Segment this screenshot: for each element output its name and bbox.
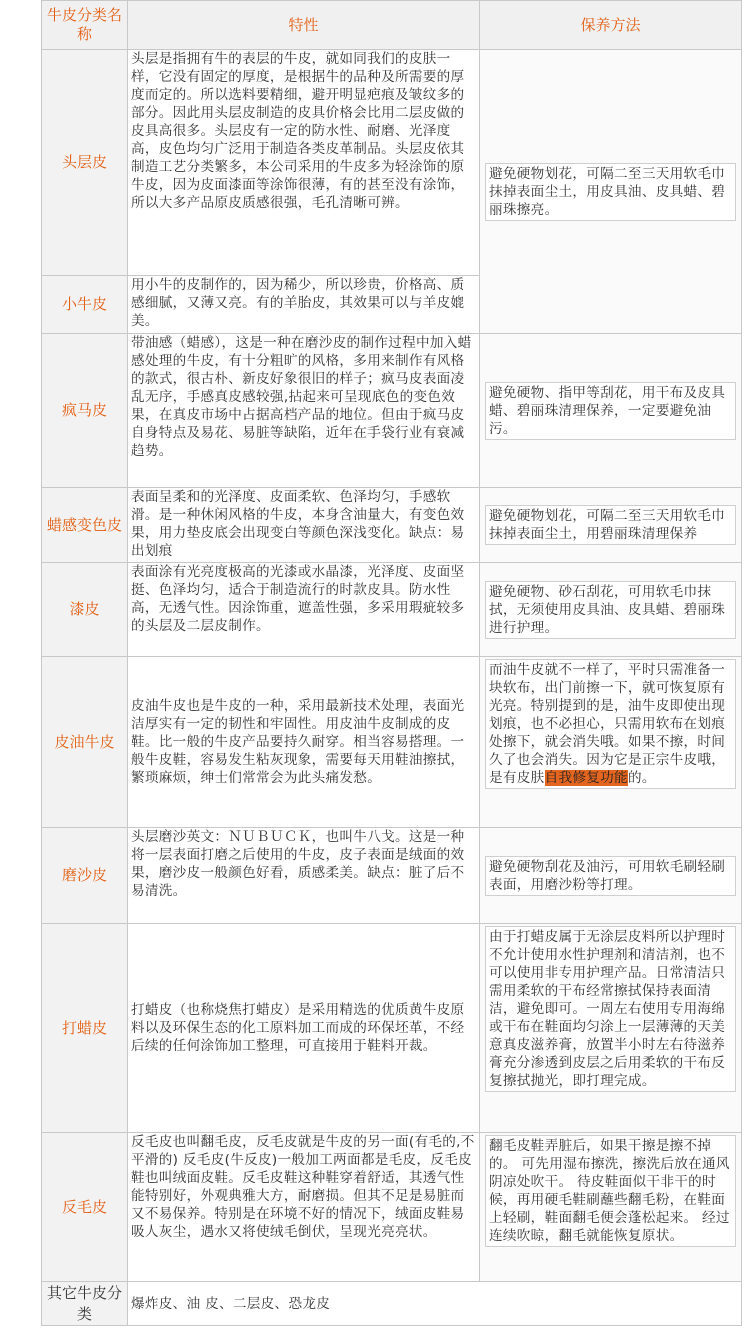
row-feature: 打蜡皮（也称烧焦打蜡皮）是采用精选的优质黄牛皮原料以及环保生态的化工原料加工而成的环保坯革，不经后续的任何涂饰加工整理，可直接用于鞋料开裁。 <box>128 924 480 1133</box>
row-name: 漆皮 <box>42 563 128 657</box>
table-row <box>42 563 742 657</box>
care-box: 避免硬物划花，可隔二至三天用软毛巾抹掉表面尘土，用碧丽珠清理保养 <box>485 505 736 545</box>
row-feature: 头层是指拥有牛的表层的牛皮，就如同我们的皮肤一样，它没有固定的厚度，是根据牛的品种及所需要的厚度而定的。所以选料要精细，避开明显疤痕及皱纹多的部分。因此用头层皮制造的皮具价格会比用二层皮做的皮具高很多。头层皮有一定的防水性、耐磨、光泽度高，皮色均匀广泛用于制造各类皮革制品。头层皮依其制造工艺分类繁多，本公司采用的牛皮多为轻涂饰的原牛皮，因为皮面漆面等涂饰很薄，有的甚至没有涂饰，所以大多产品原皮质感很强，毛孔清晰可辨。 <box>128 50 480 276</box>
care-box: 避免硬物、砂石刮花，可用软毛巾抹拭，无须使用皮具油、皮具蜡、碧丽珠进行护理。 <box>485 581 736 639</box>
row-care <box>480 563 742 657</box>
row-feature: 表面涂有光亮度极高的光漆或水晶漆，光泽度、皮面坚挺、色泽均匀，适合于制造流行的时款皮具。防水性高，无透气性。因涂饰重，遮盖性强，多采用瑕疵较多的头层及二层皮制作。 <box>128 563 480 657</box>
table-row <box>42 50 742 276</box>
row-name: 小牛皮 <box>42 276 128 334</box>
care-box: 翻毛皮鞋弄脏后，如果干擦是擦不掉的。 可先用湿布擦洗，擦洗后放在通风阴凉处吹干。 待皮鞋面似干非干的时候，再用硬毛鞋刷蘸些翻毛粉，在鞋面上轻刷，鞋面翻毛便会蓬松起来。 经过连续吹晾，翻毛就能恢复原状。 <box>485 1135 736 1247</box>
table-row <box>42 334 742 488</box>
other-text: 爆炸皮、油 皮、二层皮、恐龙皮 <box>128 1282 742 1326</box>
row-care <box>480 334 742 488</box>
care-box: 由于打蜡皮属于无涂层皮料所以护理时不允计使用水性护理剂和清洁剂，也不可以使用非专用护理产品。日常清洁只需用柔软的干布经常擦拭保持表面清洁，避免即可。一周左右使用专用海绵或干布在鞋面均匀涂上一层薄薄的天美意真皮滋养膏，放置半小时左右待滋养膏充分渗透到皮层之后用柔软的干布反复擦拭抛光，即打理完成。 <box>485 926 736 1092</box>
other-name: 其它牛皮分类 <box>42 1282 128 1326</box>
row-name: 疯马皮 <box>42 334 128 488</box>
row-feature: 表面呈柔和的光泽度、皮面柔软、色泽均匀，手感软滑。是一种休闲风格的牛皮，本身含油量大，有变色效果，用力垫皮底会出现变白等颜色深浅变化。缺点：易出划痕 <box>128 488 480 563</box>
care-box: 避免硬物刮花及油污，可用软毛刷轻刷表面，用磨沙粉等打理。 <box>485 856 736 896</box>
row-name: 头层皮 <box>42 50 128 276</box>
row-name: 打蜡皮 <box>42 924 128 1133</box>
care-text: 而油牛皮就不一样了，平时只需准备一块软布，出门前擦一下，就可恢复原有光亮。特别提到的是，油牛皮即使出现划痕，也不必担心，只需用软布在划痕处擦下，就会消失哦。如果不擦，时间久了也会消失。因为它是正宗牛皮哦，是有皮肤 <box>489 662 726 786</box>
row-name: 蜡感变色皮 <box>42 488 128 563</box>
table-row <box>42 657 742 828</box>
care-box <box>485 659 736 789</box>
care-box: 避免硬物划花，可隔二至三天用软毛巾抹掉表面尘土，用皮具油、皮具蜡、碧丽珠擦亮。 <box>485 163 736 221</box>
row-name: 皮油牛皮 <box>42 657 128 828</box>
row-feature: 头层磨沙英文：ＮＵＢＵＣＫ，也叫牛八戈。这是一种将一层表面打磨之后使用的牛皮，皮子表面是绒面的效果，磨沙皮一般颜色好看，质感柔美。缺点：脏了后不易清洗。 <box>128 828 480 924</box>
row-care <box>480 828 742 924</box>
row-care <box>480 657 742 828</box>
row-care <box>480 924 742 1133</box>
row-care <box>480 1133 742 1282</box>
row-care <box>480 50 742 334</box>
row-feature: 带油感（蜡感），这是一种在磨沙皮的制作过程中加入蜡感处理的牛皮，有十分粗旷的风格，多用来制作有风格的款式，很古朴、新皮好象很旧的样子；疯马皮表面凌乱无序，手感真皮感较强,拈起来可呈现底色的变色效果，在真皮市场中占据高档产品的地位。但由于疯马皮自身特点及易花、易脏等缺陷，近年在手袋行业有衰减趋势。 <box>128 334 480 488</box>
row-feature: 皮油牛皮也是牛皮的一种，采用最新技术处理，表面光洁厚实有一定的韧性和牢固性。用皮油牛皮制成的皮鞋。比一般的牛皮产品要持久耐穿。相当容易搭理。一般牛皮鞋，容易发生粘灰现象，需要每天用鞋油擦拭，繁琐麻烦，绅士们常常会为此头痛发愁。 <box>128 657 480 828</box>
row-name: 反毛皮 <box>42 1133 128 1282</box>
header-row <box>42 1 742 50</box>
leather-types-table <box>41 0 742 1326</box>
row-care <box>480 488 742 563</box>
header-name: 牛皮分类名称 <box>42 1 128 50</box>
table-row <box>42 1133 742 1282</box>
row-feature: 用小牛的皮制作的，因为稀少，所以珍贵，价格高、质感细腻，又薄又亮。有的羊胎皮，其效果可以与羊皮媲美。 <box>128 276 480 334</box>
table-row <box>42 828 742 924</box>
header-care: 保养方法 <box>480 1 742 50</box>
table-row <box>42 488 742 563</box>
care-highlight: 自我修复功能 <box>544 770 628 786</box>
leather-table-container <box>41 0 741 1326</box>
row-name: 磨沙皮 <box>42 828 128 924</box>
table-row-other <box>42 1282 742 1326</box>
care-text-end: 的。 <box>627 770 656 786</box>
header-feature: 特性 <box>128 1 480 50</box>
table-row <box>42 924 742 1133</box>
care-box: 避免硬物、指甲等刮花，用干布及皮具蜡、碧丽珠清理保养，一定要避免油污。 <box>485 382 736 440</box>
row-feature: 反毛皮也叫翻毛皮，反毛皮就是牛皮的另一面(有毛的,不平滑的) 反毛皮(牛反皮)一般加工两面都是毛皮，反毛皮鞋也叫绒面皮鞋。反毛皮鞋这种鞋穿着舒适，其透气性能特别好，外观典雅大方，耐磨损。但其不足是易脏而又不易保养。特别是在环境不好的情况下，绒面皮鞋易吸人灰尘，遇水又将使绒毛倒伏，呈现光亮亮状。 <box>128 1133 480 1282</box>
